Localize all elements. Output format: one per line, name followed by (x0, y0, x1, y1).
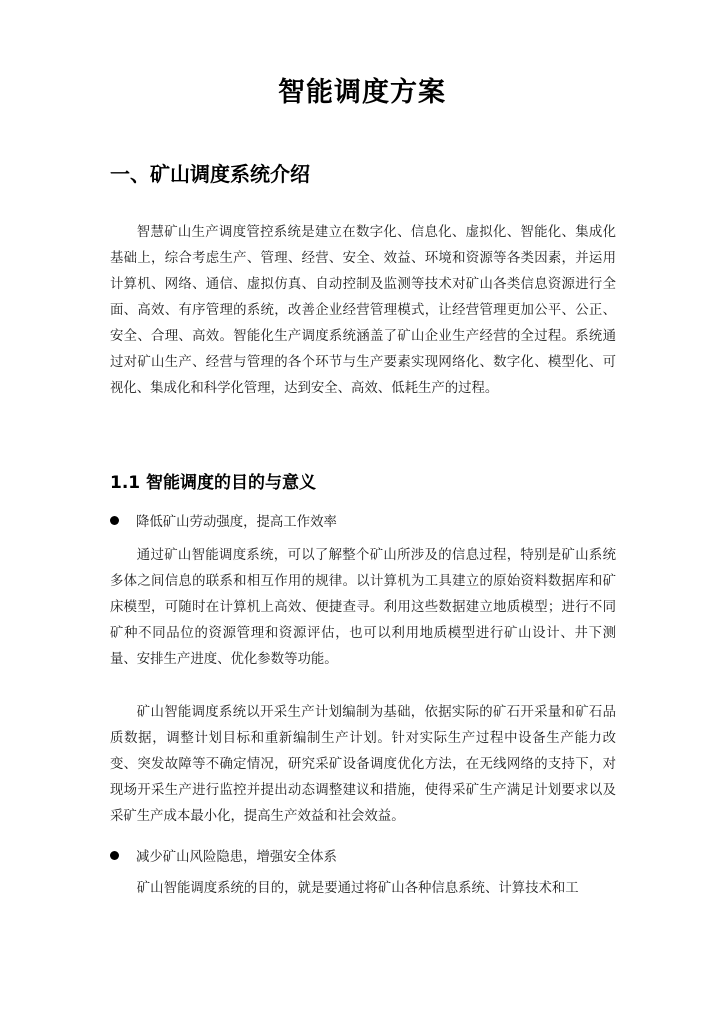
purpose-paragraph-1: 通过矿山智能调度系统，可以了解整个矿山所涉及的信息过程，特别是矿山系统多体之间信息的联系和相互作用的规律。以计算机为工具建立的原始资料数据库和矿床模型，可随时在计算机上高效、便捷查寻。利用这些数据建立地质模型；进行不同矿种不同品位的资源管理和资源评估，也可以利用地质模型进行矿山设计、井下测量、安排生产进度、优化参数等功能。 (110, 548, 616, 667)
bullet-dot-icon (110, 516, 119, 525)
bullet-dot-icon (110, 851, 119, 860)
document-title: 智能调度方案 (278, 77, 446, 108)
bullet-item-reduce-risk (110, 848, 337, 868)
purpose-paragraph-2: 矿山智能调度系统以开采生产计划编制为基础，依据实际的矿石开采量和矿石品质数据，调整计划目标和重新编制生产计划。针对实际生产过程中设备生产能力改变、突发故障等不确定情况，研究采矿设备调度优化方法，在无线网络的支持下，对现场开采生产进行监控并提出动态调整建议和措施，使得采矿生产满足计划要求以及采矿生产成本最小化，提高生产效益和社会效益。 (110, 705, 616, 824)
intro-paragraph: 智慧矿山生产调度管控系统是建立在数字化、信息化、虚拟化、智能化、集成化基础上，综合考虑生产、管理、经营、安全、效益、环境和资源等各类因素，并运用计算机、网络、通信、虚拟仿真、自动控制及监测等技术对矿山各类信息资源进行全面、高效、有序管理的系统，改善企业经营管理模式，让经营管理更加公平、公正、安全、合理、高效。智能化生产调度系统涵盖了矿山企业生产经营的全过程。系统通过对矿山生产、经营与管理的各个环节与生产要素实现网络化、数字化、模型化、可视化、集成化和科学化管理，达到安全、高效、低耗生产的过程。 (110, 225, 616, 396)
purpose-paragraph-3: 矿山智能调度系统的目的，就是要通过将矿山各种信息系统、计算技术和工 (136, 881, 579, 896)
section-heading-mine-dispatch-intro: 一、矿山调度系统介绍 (110, 162, 310, 186)
subsection-heading-purpose: 1.1 智能调度的目的与意义 (110, 473, 317, 493)
bullet-text: 降低矿山劳动强度，提高工作效率 (136, 515, 337, 530)
bullet-item-reduce-labor (110, 513, 337, 533)
bullet-text: 减少矿山风险隐患，增强安全体系 (136, 850, 337, 865)
